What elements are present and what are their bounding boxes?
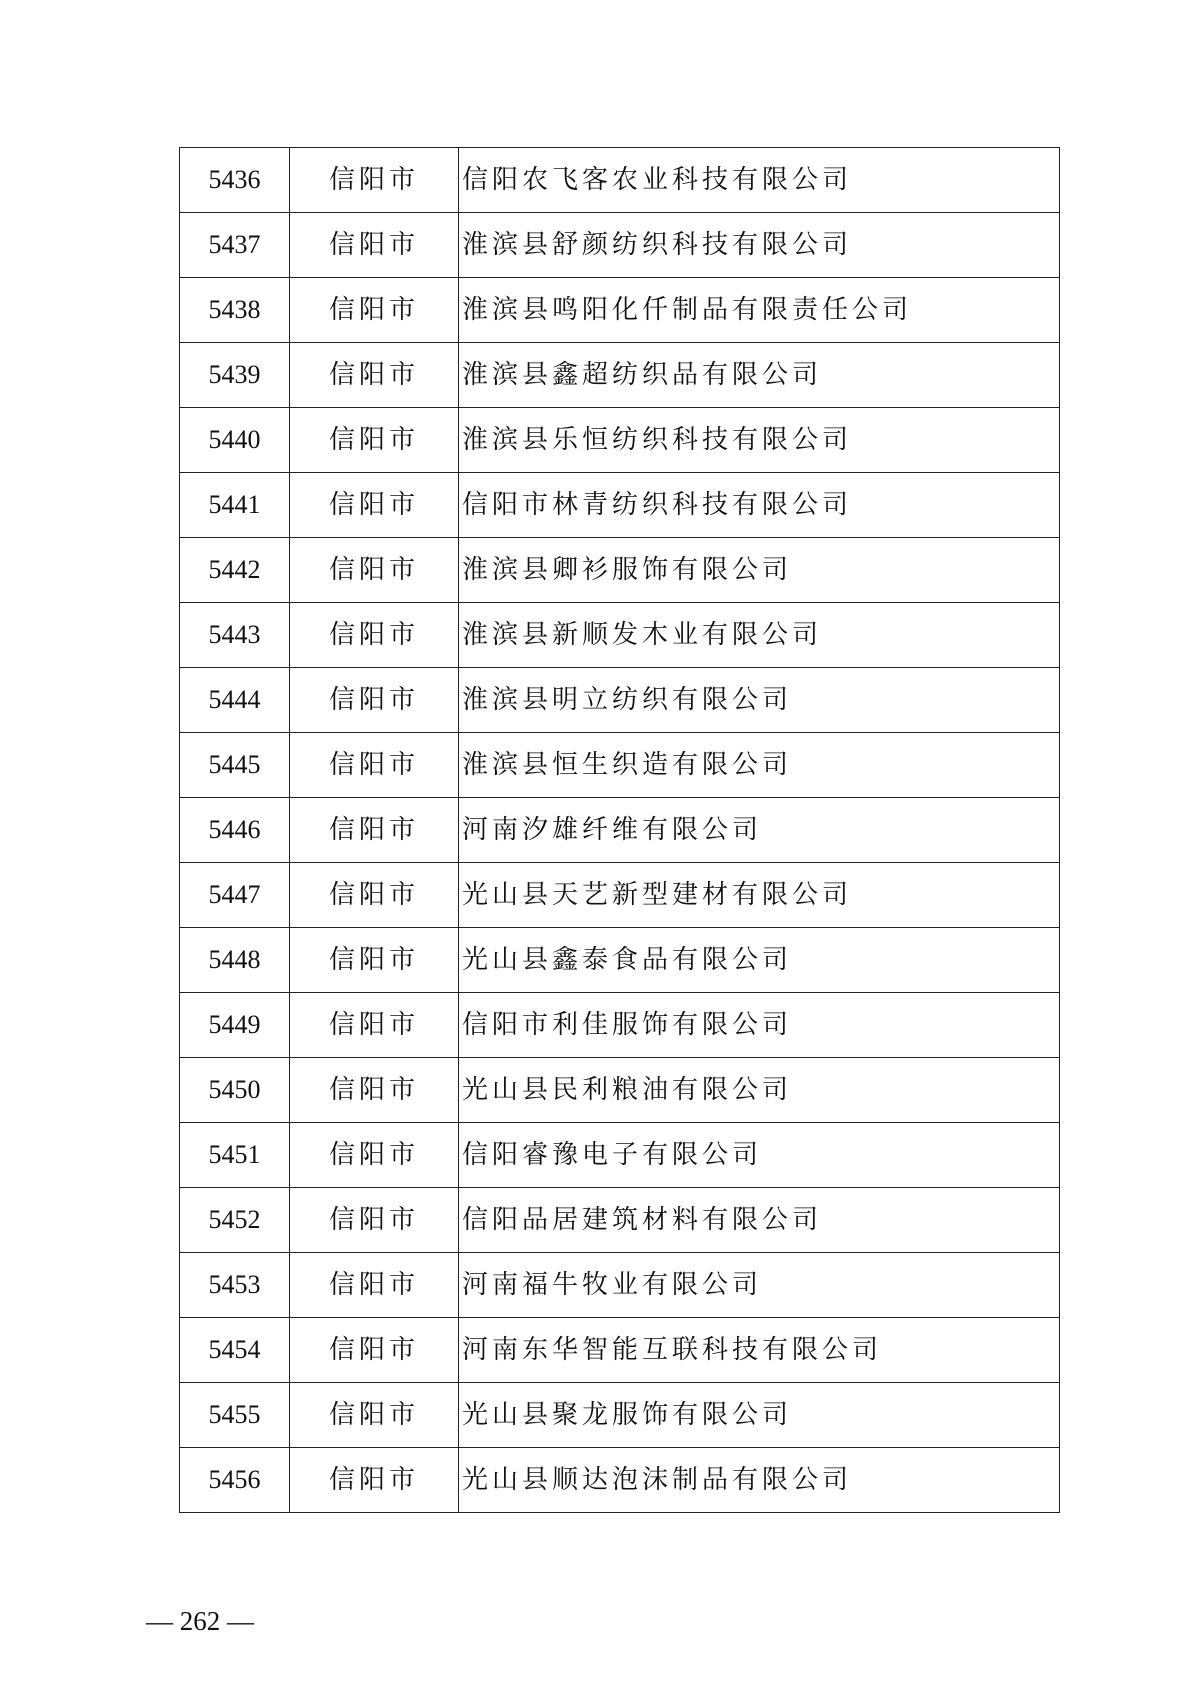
row-number: 5443 — [180, 603, 290, 668]
row-number: 5451 — [180, 1123, 290, 1188]
row-company-name: 淮滨县乐恒纺织科技有限公司 — [459, 408, 1060, 473]
row-number: 5456 — [180, 1448, 290, 1513]
row-company-name: 淮滨县鸣阳化仟制品有限责任公司 — [459, 278, 1060, 343]
row-city: 信阳市 — [290, 278, 459, 343]
row-city: 信阳市 — [290, 1318, 459, 1383]
row-company-name: 信阳品居建筑材料有限公司 — [459, 1188, 1060, 1253]
row-city: 信阳市 — [290, 473, 459, 538]
row-company-name: 光山县聚龙服饰有限公司 — [459, 1383, 1060, 1448]
row-city: 信阳市 — [290, 928, 459, 993]
row-city: 信阳市 — [290, 1253, 459, 1318]
table-row — [180, 603, 1060, 668]
row-number: 5455 — [180, 1383, 290, 1448]
company-list-table — [179, 147, 1060, 1513]
row-city: 信阳市 — [290, 148, 459, 213]
table-row — [180, 408, 1060, 473]
table-body — [180, 148, 1060, 1513]
row-number: 5448 — [180, 928, 290, 993]
row-number: 5449 — [180, 993, 290, 1058]
table-row — [180, 1058, 1060, 1123]
row-company-name: 信阳市利佳服饰有限公司 — [459, 993, 1060, 1058]
row-number: 5440 — [180, 408, 290, 473]
row-city: 信阳市 — [290, 408, 459, 473]
row-number: 5436 — [180, 148, 290, 213]
row-company-name: 河南东华智能互联科技有限公司 — [459, 1318, 1060, 1383]
row-company-name: 光山县顺达泡沫制品有限公司 — [459, 1448, 1060, 1513]
table-row — [180, 863, 1060, 928]
row-number: 5441 — [180, 473, 290, 538]
row-city: 信阳市 — [290, 993, 459, 1058]
table-row — [180, 473, 1060, 538]
row-city: 信阳市 — [290, 603, 459, 668]
row-city: 信阳市 — [290, 1448, 459, 1513]
table-row — [180, 148, 1060, 213]
row-company-name: 光山县民利粮油有限公司 — [459, 1058, 1060, 1123]
table-row — [180, 798, 1060, 863]
table-row — [180, 1318, 1060, 1383]
table-row — [180, 278, 1060, 343]
row-company-name: 河南福牛牧业有限公司 — [459, 1253, 1060, 1318]
table-row — [180, 668, 1060, 733]
table-row — [180, 1383, 1060, 1448]
table-row — [180, 928, 1060, 993]
row-city: 信阳市 — [290, 538, 459, 603]
row-city: 信阳市 — [290, 343, 459, 408]
table-row — [180, 993, 1060, 1058]
row-company-name: 光山县鑫泰食品有限公司 — [459, 928, 1060, 993]
row-company-name: 淮滨县舒颜纺织科技有限公司 — [459, 213, 1060, 278]
row-number: 5438 — [180, 278, 290, 343]
row-number: 5444 — [180, 668, 290, 733]
row-number: 5439 — [180, 343, 290, 408]
row-number: 5450 — [180, 1058, 290, 1123]
row-number: 5446 — [180, 798, 290, 863]
row-company-name: 信阳睿豫电子有限公司 — [459, 1123, 1060, 1188]
row-number: 5442 — [180, 538, 290, 603]
row-city: 信阳市 — [290, 1188, 459, 1253]
row-number: 5447 — [180, 863, 290, 928]
row-city: 信阳市 — [290, 213, 459, 278]
table-row — [180, 1448, 1060, 1513]
row-company-name: 淮滨县鑫超纺织品有限公司 — [459, 343, 1060, 408]
table-row — [180, 1188, 1060, 1253]
table-row — [180, 343, 1060, 408]
row-number: 5437 — [180, 213, 290, 278]
table-row — [180, 1253, 1060, 1318]
page-number: — 262 — — [146, 1606, 254, 1636]
row-company-name: 光山县天艺新型建材有限公司 — [459, 863, 1060, 928]
row-number: 5445 — [180, 733, 290, 798]
row-company-name: 淮滨县新顺发木业有限公司 — [459, 603, 1060, 668]
row-city: 信阳市 — [290, 733, 459, 798]
table-row — [180, 213, 1060, 278]
row-city: 信阳市 — [290, 863, 459, 928]
row-city: 信阳市 — [290, 1383, 459, 1448]
row-city: 信阳市 — [290, 668, 459, 733]
row-company-name: 信阳农飞客农业科技有限公司 — [459, 148, 1060, 213]
row-number: 5452 — [180, 1188, 290, 1253]
row-number: 5454 — [180, 1318, 290, 1383]
table-row — [180, 538, 1060, 603]
row-company-name: 淮滨县恒生织造有限公司 — [459, 733, 1060, 798]
row-city: 信阳市 — [290, 1123, 459, 1188]
row-company-name: 淮滨县卿衫服饰有限公司 — [459, 538, 1060, 603]
row-city: 信阳市 — [290, 1058, 459, 1123]
table-row — [180, 733, 1060, 798]
row-company-name: 淮滨县明立纺织有限公司 — [459, 668, 1060, 733]
row-city: 信阳市 — [290, 798, 459, 863]
row-company-name: 河南汐雄纤维有限公司 — [459, 798, 1060, 863]
table-row — [180, 1123, 1060, 1188]
row-company-name: 信阳市林青纺织科技有限公司 — [459, 473, 1060, 538]
row-number: 5453 — [180, 1253, 290, 1318]
